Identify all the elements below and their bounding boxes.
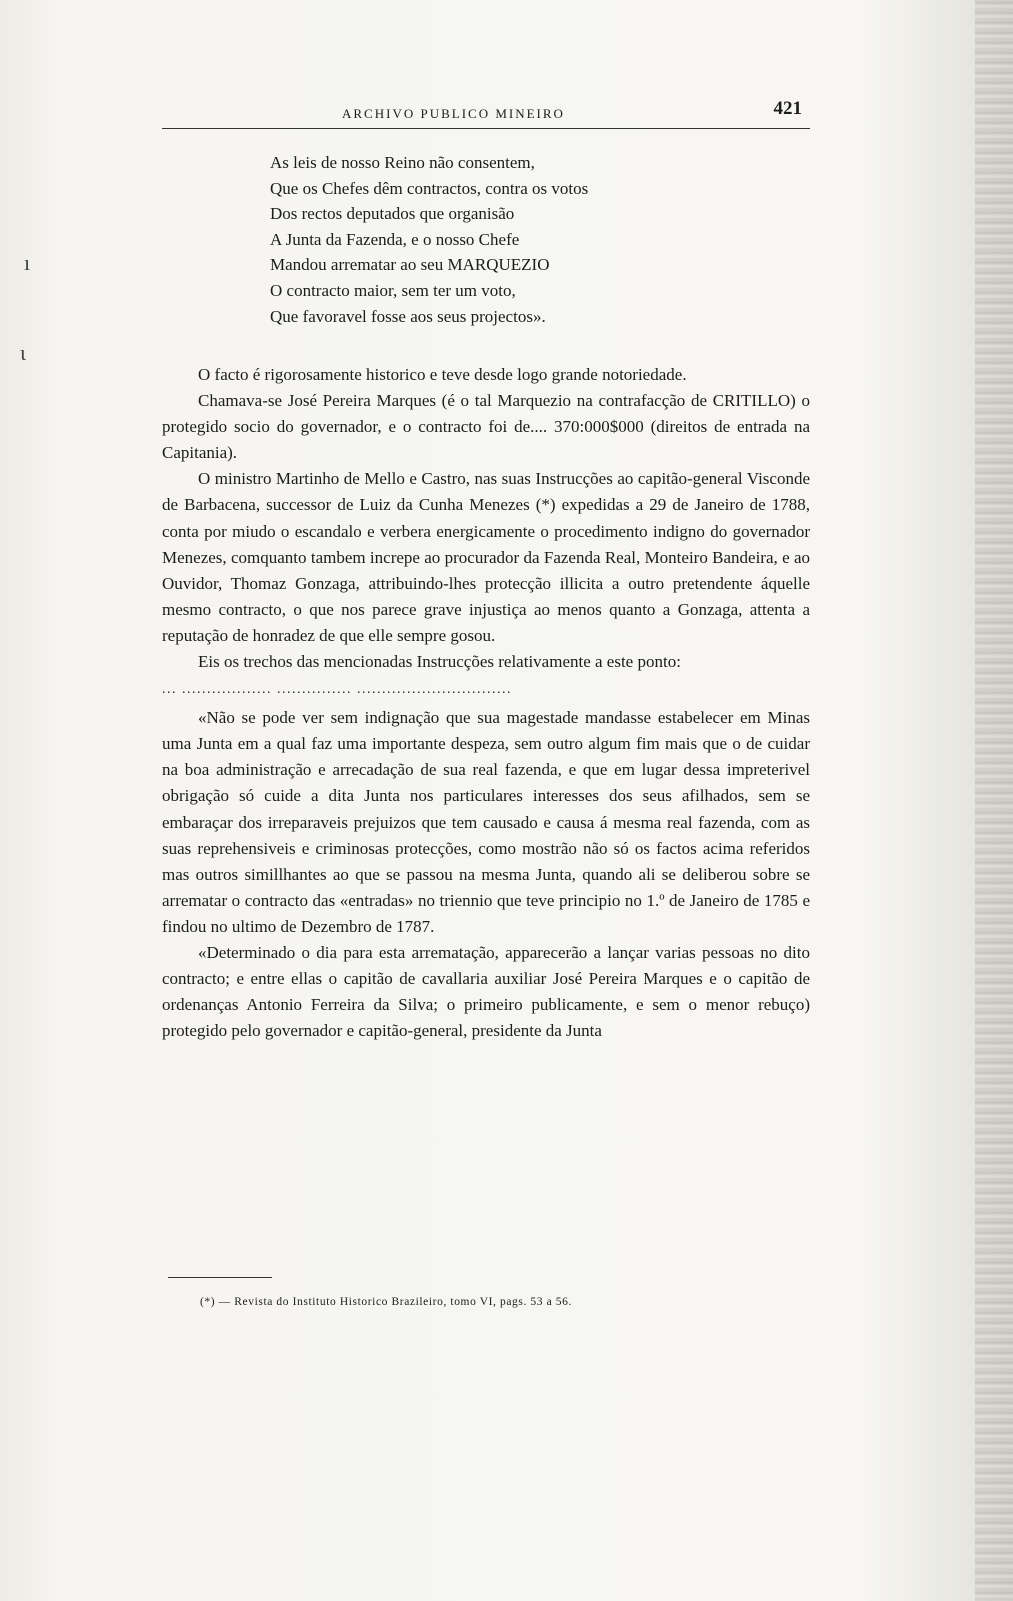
page-edge-shadow: [975, 0, 1013, 1601]
header-rule: [162, 128, 810, 129]
ellipsis-line: ... .................. ............... ...............................: [162, 682, 512, 698]
verse-line: Dos rectos deputados que organisão: [270, 204, 515, 224]
footnote: (*) — Revista do Instituto Historico Brazileiro, tomo VI, pags. 53 a 56.: [200, 1296, 572, 1308]
verse-line: As leis de nosso Reino não consentem,: [270, 153, 535, 172]
verse-block: [270, 150, 750, 329]
verse-line: A Junta da Fazenda, e o nosso Chefe: [270, 229, 520, 249]
paragraph: Eis os trechos das mencionadas Instrucções relativamente a este ponto:: [198, 652, 681, 672]
page-header: [162, 92, 810, 132]
margin-mark: ı: [24, 250, 31, 275]
verse-line: O contracto maior, sem ter um voto,: [270, 280, 516, 300]
margin-mark: ɩ: [20, 340, 26, 365]
running-head: ARCHIVO PUBLICO MINEIRO: [342, 106, 565, 121]
quoted-paragraph: «Não se pode ver sem indignação que sua magestade mandasse estabelecer em Minas uma Junta em a qual faz uma importante despeza, sem outro algum fim mais que o de cuidar na boa administração e arrecadação de sua real fazenda, e que em lugar dessa impreterivel obrigação só cuide a dita Junta nos particulares interesses dos seus afilhados, sem se embaraçar dos irreparaveis prejuizos que tem causado e causa á mesma real fazenda, com as suas reprehensiveis e criminosas protecções, como mostrão não só os factos acima referidos mas outros simillhantes ao que se passou na mesma Junta, quando ali se deliberou sobre se arrematar o contracto das «entradas» no triennio que teve principio no 1.º de Janeiro de 1785 e findou no ultimo de Dezembro de 1787.: [162, 708, 810, 936]
paragraph: O ministro Martinho de Mello e Castro, nas suas Instrucções ao capitão-general Visconde de Barbacena, successor de Luiz da Cunha Menezes (*) expedidas a 29 de Janeiro de 1788, conta por miudo o escandalo e verbera energicamente o procedimento indigno do governador Menezes, comquanto tambem increpe ao procurador da Fazenda Real, Monteiro Bandeira, e ao Ouvidor, Thomaz Gonzaga, attribuindo-lhes protecção illicita a outro pretendente áquelle mesmo contracto, o que nos parece grave injustiça ao menos quanto a Gonzaga, attenta a reputação de honradez de que elle sempre gosou.: [162, 469, 810, 645]
page-number: 421: [773, 98, 802, 119]
paragraph: Chamava-se José Pereira Marques (é o tal Marquezio na contrafacção de CRITILLO) o protegido socio do governador, e o contracto foi de.... 370:000$000 (direitos de entrada na Capitania).: [162, 391, 810, 463]
body-text: [162, 362, 810, 1044]
paragraph: O facto é rigorosamente historico e teve desde logo grande notoriedade.: [198, 365, 687, 384]
quoted-paragraph: «Determinado o dia para esta arrematação, apparecerão a lançar varias pessoas no dito contracto; e entre ellas o capitão de cavallaria auxiliar José Pereira Marques e o capitão de ordenanças Antonio Ferreira da Silva; o primeiro publicamente, e sem o menor rebuço) protegido pelo governador e capitão-general, presidente da Junta: [162, 942, 810, 1041]
footnote-rule: [168, 1277, 272, 1278]
verse-line: Que os Chefes dêm contractos, contra os votos: [270, 178, 589, 198]
verse-line: Que favoravel fosse aos seus projectos».: [270, 306, 546, 326]
verse-line: Mandou arrematar ao seu MARQUEZIO: [270, 255, 550, 275]
